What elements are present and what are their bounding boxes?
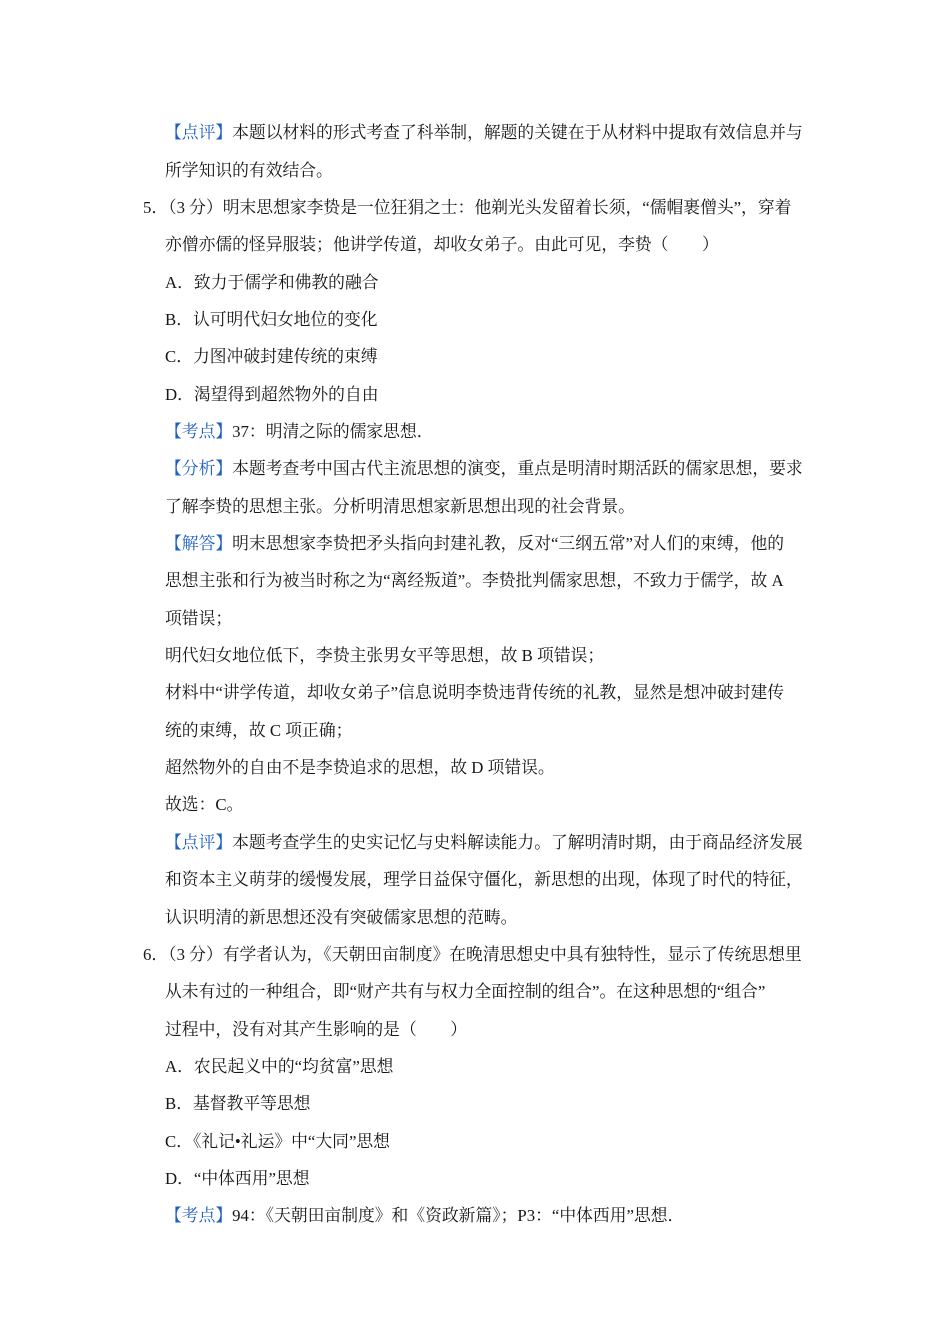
review-text: 本题考查学生的史实记忆与史料解读能力。了解明清时期，由于商品经济发展	[232, 832, 803, 852]
q5-solution-line-5	[0, 674, 940, 711]
option-label: D．	[165, 384, 194, 404]
solution-tag: 【解答】	[165, 534, 233, 554]
option-text: 基督教平等思想	[192, 1094, 311, 1114]
solution-text: 材料中“讲学传道，却收女弟子”信息说明李贽违背传统的礼教，显然是想冲破封建传	[165, 683, 785, 703]
q5-solution-line-2	[0, 562, 940, 599]
analysis-text: 本题考查考中国古代主流思想的演变，重点是明清时期活跃的儒家思想，要求	[232, 459, 803, 479]
q5-solution-line-6	[0, 712, 940, 749]
knowledge-point-text: 37：明清之际的儒家思想．	[232, 422, 434, 442]
option-label: D．	[165, 1168, 194, 1188]
knowledge-point-tag: 【考点】	[165, 1206, 233, 1226]
q6-knowledge-point	[0, 1197, 940, 1234]
prev-review-line-2	[0, 152, 940, 189]
solution-text: 项错误；	[165, 608, 233, 628]
q5-stem-line-2	[0, 226, 940, 263]
q5-review-line-3	[0, 899, 940, 936]
question-stem: 从未有过的一种组合，即“财产共有与权力全面控制的组合”。在这种思想的“组合”	[165, 982, 766, 1002]
q6-option-d	[0, 1160, 940, 1197]
option-label: C．	[165, 1131, 193, 1151]
q5-analysis-line-1	[0, 450, 940, 487]
option-text: 《礼记•礼运》中“大同”思想	[192, 1131, 390, 1151]
q5-option-c	[0, 338, 940, 375]
question-stem: （3 分）明末思想家李贽是一位狂狷之士：他剃光头发留着长须，“儒帽裹僧头”，穿着	[168, 197, 792, 217]
review-tag: 【点评】	[165, 123, 233, 143]
q6-stem-line-3	[0, 1011, 940, 1048]
knowledge-point-text: 94：《天朝田亩制度》和《资政新篇》；P3：“中体西用”思想．	[232, 1206, 685, 1226]
q6-stem-line-1	[0, 936, 940, 973]
q5-review-line-1	[0, 824, 940, 861]
question-number: 6．	[143, 944, 169, 964]
review-text: 认识明清的新思想还没有突破儒家思想的范畴。	[165, 907, 518, 927]
option-label: A．	[165, 1056, 194, 1076]
option-text: 渴望得到超然物外的自由	[193, 384, 379, 404]
q5-option-b	[0, 301, 940, 338]
q6-option-b	[0, 1085, 940, 1122]
question-stem: 过程中，没有对其产生影响的是（ ）	[165, 1019, 468, 1039]
question-stem: （3 分）有学者认为，《天朝田亩制度》在晚清思想史中具有独特性，显示了传统思想里	[168, 944, 802, 964]
option-text: “中体西用”思想	[193, 1168, 310, 1188]
q5-knowledge-point	[0, 413, 940, 450]
q5-option-d	[0, 376, 940, 413]
solution-text: 明代妇女地位低下，李贽主张男女平等思想，故 B 项错误；	[165, 646, 605, 666]
review-text: 和资本主义萌芽的缓慢发展，理学日益保守僵化，新思想的出现，体现了时代的特征，	[165, 870, 803, 890]
q5-solution-line-7	[0, 749, 940, 786]
prev-review-line-1	[0, 114, 940, 151]
q6-option-a	[0, 1048, 940, 1085]
option-text: 认可明代妇女地位的变化	[192, 310, 378, 330]
solution-text: 超然物外的自由不是李贽追求的思想，故 D 项错误。	[165, 758, 555, 778]
exam-page	[0, 114, 950, 1234]
analysis-tag: 【分析】	[165, 459, 233, 479]
option-label: A．	[165, 272, 194, 292]
q5-solution-line-1	[0, 525, 940, 562]
answer-text: 故选：C。	[165, 795, 244, 815]
option-label: B．	[165, 1094, 193, 1114]
solution-text: 统的束缚，故 C 项正确；	[165, 720, 353, 740]
q5-stem-line-1	[0, 189, 940, 226]
question-number: 5．	[143, 197, 169, 217]
q5-review-line-2	[0, 861, 940, 898]
q5-answer	[0, 786, 940, 823]
q6-option-c	[0, 1123, 940, 1160]
q5-solution-line-3	[0, 600, 940, 637]
review-tag: 【点评】	[165, 832, 233, 852]
question-stem: 亦僧亦儒的怪异服装；他讲学传道，却收女弟子。由此可见，李贽（ ）	[165, 235, 719, 255]
option-text: 力图冲破封建传统的束缚	[192, 347, 378, 367]
analysis-text: 了解李贽的思想主张。分析明清思想家新思想出现的社会背景。	[165, 496, 635, 516]
option-text: 致力于儒学和佛教的融合	[193, 272, 379, 292]
review-text: 本题以材料的形式考查了科举制，解题的关键在于从材料中提取有效信息并与	[232, 123, 803, 143]
solution-text: 思想主张和行为被当时称之为“离经叛道”。李贽批判儒家思想，不致力于儒学，故 A	[165, 571, 784, 591]
q5-solution-line-4	[0, 637, 940, 674]
solution-text: 明末思想家李贽把矛头指向封建礼教，反对“三纲五常”对人们的束缚，他的	[232, 534, 785, 554]
review-text: 所学知识的有效结合。	[165, 160, 333, 180]
option-label: B．	[165, 310, 193, 330]
q5-option-a	[0, 264, 940, 301]
knowledge-point-tag: 【考点】	[165, 422, 233, 442]
q5-analysis-line-2	[0, 488, 940, 525]
option-label: C．	[165, 347, 193, 367]
option-text: 农民起义中的“均贫富”思想	[193, 1056, 394, 1076]
q6-stem-line-2	[0, 973, 940, 1010]
